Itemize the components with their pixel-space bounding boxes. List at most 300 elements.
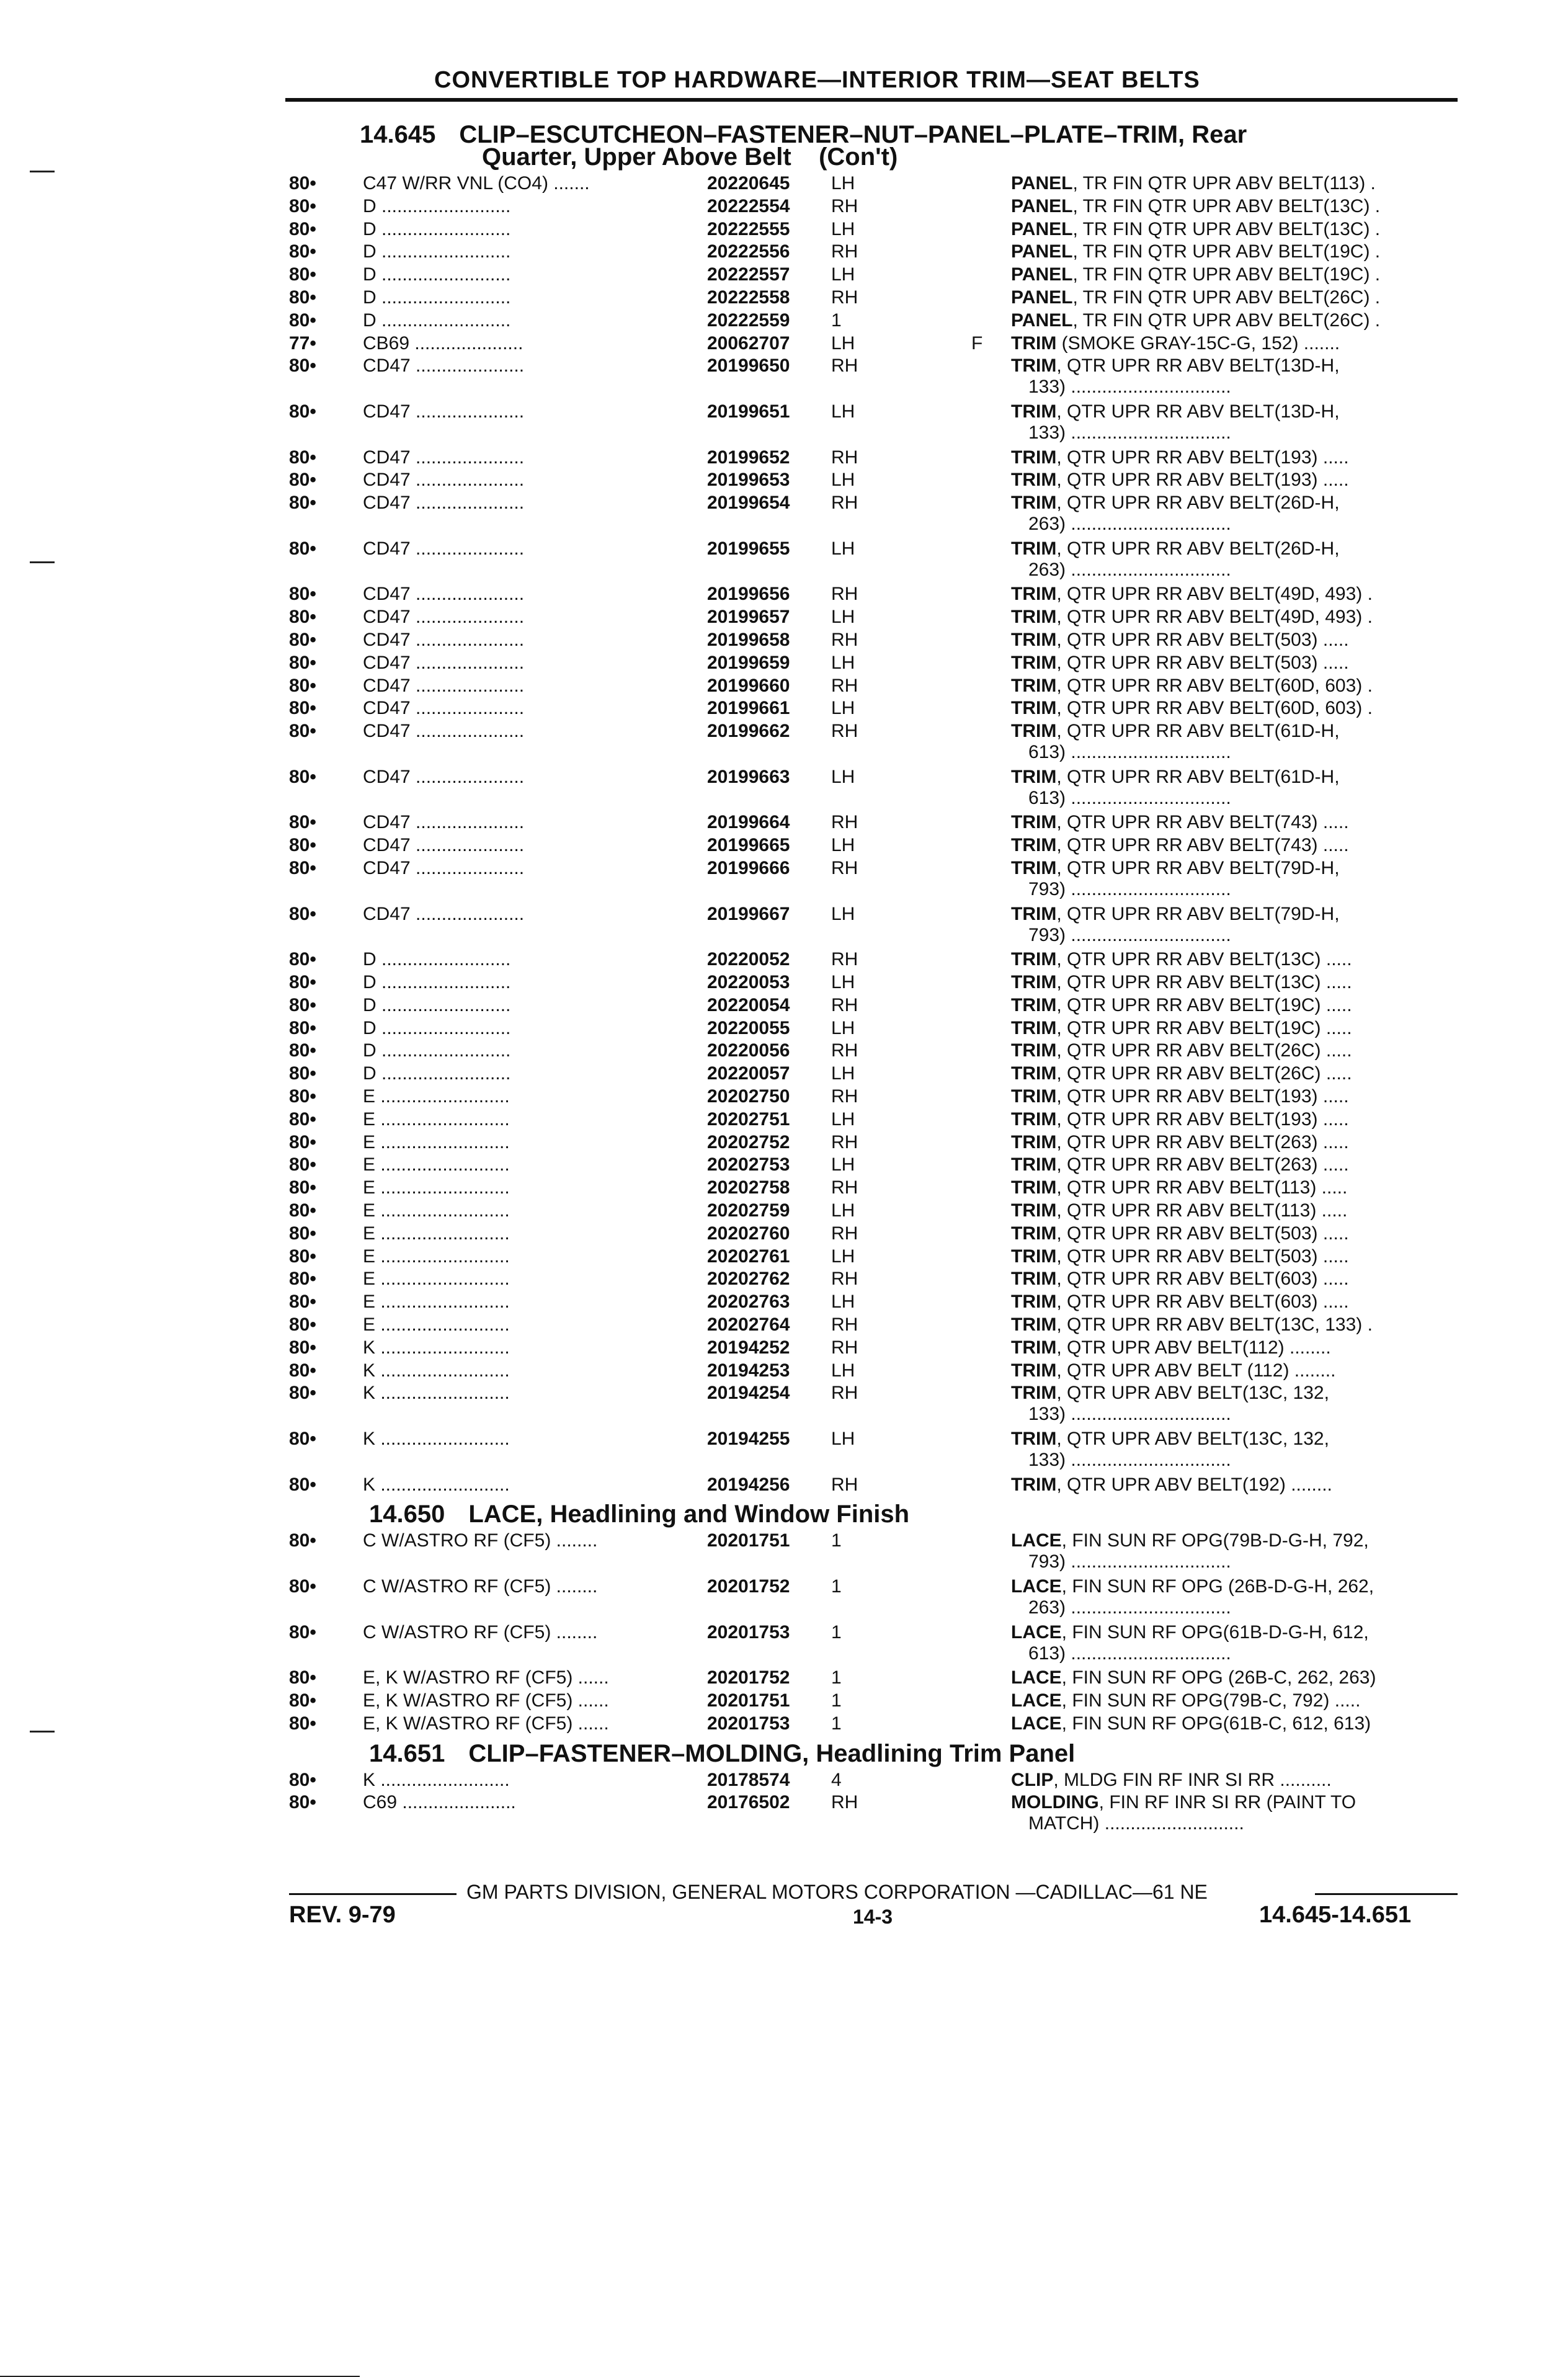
description <box>1011 1246 1464 1267</box>
body-code: E ......................... <box>363 1291 510 1313</box>
part-number: 20220057 <box>707 1063 790 1084</box>
model-year: 80• <box>289 1337 316 1358</box>
quantity: 1 <box>831 1530 842 1551</box>
footer-rule-left <box>289 1893 457 1895</box>
table-row <box>0 676 1568 697</box>
table-row <box>0 1667 1568 1688</box>
description-line <box>1011 1667 1464 1688</box>
model-year: 80• <box>289 994 316 1015</box>
description-continuation: 263) ............................... <box>1028 514 1231 535</box>
body-code: CD47 ..................... <box>363 538 525 559</box>
table-row <box>0 584 1568 605</box>
body-code: K ......................... <box>363 1360 510 1381</box>
description-keyword: TRIM <box>1011 1131 1057 1153</box>
description-keyword: TRIM <box>1011 903 1057 924</box>
description-text: , QTR UPR RR ABV BELT(263) ..... <box>1056 1131 1349 1153</box>
body-code: D ......................... <box>363 195 511 216</box>
model-year: 80• <box>289 1246 316 1267</box>
part-number: 20202764 <box>707 1314 790 1335</box>
table-row <box>0 1040 1568 1061</box>
table-row <box>0 493 1568 535</box>
quantity: 1 <box>831 310 842 331</box>
table-row <box>0 1770 1568 1791</box>
table-row <box>0 264 1568 285</box>
description-line <box>1011 676 1464 697</box>
model-year: 80• <box>289 195 316 216</box>
description-text: , TR FIN QTR UPR ABV BELT(113) . <box>1072 173 1376 194</box>
table-row <box>0 310 1568 331</box>
part-number: 20222555 <box>707 218 790 239</box>
description-text: , QTR UPR RR ABV BELT(503) ..... <box>1056 1223 1349 1244</box>
description <box>1011 355 1464 398</box>
description-continuation: 793) ............................... <box>1028 924 1231 945</box>
part-number: 20220054 <box>707 994 790 1015</box>
description <box>1011 1086 1464 1107</box>
description-line <box>1011 1109 1464 1130</box>
model-year: 80• <box>289 355 316 377</box>
quantity: 4 <box>831 1769 842 1790</box>
table-row <box>0 1269 1568 1290</box>
body-code: CD47 ..................... <box>363 698 525 719</box>
quantity: LH <box>831 652 855 673</box>
description-line <box>1011 241 1464 262</box>
description-line <box>1011 1690 1464 1711</box>
table-row <box>0 1383 1568 1425</box>
model-year: 80• <box>289 538 316 559</box>
description-text: , QTR UPR ABV BELT(13C, 132, <box>1056 1429 1329 1449</box>
description-line <box>1011 1086 1464 1107</box>
description-keyword: TRIM <box>1011 1200 1057 1221</box>
description-line <box>1011 538 1464 560</box>
model-year: 80• <box>289 607 316 628</box>
description <box>1011 1429 1464 1471</box>
quantity: RH <box>831 812 858 833</box>
description-keyword: TRIM <box>1011 835 1057 856</box>
model-year: 80• <box>289 1177 316 1198</box>
description-continuation: 613) ............................... <box>1028 1643 1231 1664</box>
description <box>1011 1530 1464 1572</box>
description-text: , TR FIN QTR UPR ABV BELT(13C) . <box>1072 195 1381 216</box>
body-code: E ......................... <box>363 1154 510 1175</box>
description-text: , QTR UPR RR ABV BELT(19C) ..... <box>1056 1017 1352 1038</box>
description-text: , QTR UPR RR ABV BELT(19C) ..... <box>1056 994 1352 1015</box>
table-row <box>0 1109 1568 1130</box>
description-line <box>1011 630 1464 651</box>
description-keyword: TRIM <box>1011 1017 1057 1038</box>
section-number: 14.645 <box>360 121 436 148</box>
part-number: 20194252 <box>707 1337 790 1358</box>
description-keyword: LACE <box>1011 1530 1062 1551</box>
body-code: K ......................... <box>363 1383 510 1404</box>
model-year: 80• <box>289 1576 316 1597</box>
description-keyword: CLIP <box>1011 1769 1054 1790</box>
description-keyword: LACE <box>1011 1690 1062 1711</box>
table-row <box>0 1530 1568 1572</box>
part-number: 20220055 <box>707 1017 790 1038</box>
margin-mark <box>30 171 55 172</box>
description-line <box>1011 1177 1464 1198</box>
page-number: 14-3 <box>853 1906 893 1928</box>
quantity: LH <box>831 766 855 787</box>
model-year: 80• <box>289 1086 316 1107</box>
body-code: D ......................... <box>363 264 511 285</box>
description-line <box>1011 1154 1464 1175</box>
description-line <box>1011 1337 1464 1358</box>
quantity: RH <box>831 195 858 216</box>
description <box>1011 470 1464 491</box>
part-number: 20202761 <box>707 1246 790 1267</box>
description-text: , QTR UPR RR ABV BELT(13D-H, <box>1056 355 1340 377</box>
description-text: , QTR UPR RR ABV BELT(61D-H, <box>1056 766 1340 787</box>
description-text: , QTR UPR RR ABV BELT(603) ..... <box>1056 1269 1349 1290</box>
description <box>1011 607 1464 628</box>
description-continuation: 613) ............................... <box>1028 787 1231 808</box>
description-keyword: LACE <box>1011 1621 1062 1643</box>
description-continuation: 263) ............................... <box>1028 1597 1231 1618</box>
body-code: E, K W/ASTRO RF (CF5) ...... <box>363 1713 609 1734</box>
model-year: 80• <box>289 1108 316 1130</box>
model-year: 80• <box>289 218 316 239</box>
part-number: 20199663 <box>707 766 790 787</box>
model-year: 80• <box>289 1200 316 1221</box>
description-line <box>1011 1246 1464 1267</box>
body-code: E, K W/ASTRO RF (CF5) ...... <box>363 1690 609 1711</box>
description-line <box>1011 995 1464 1016</box>
part-number: 20199651 <box>707 401 790 422</box>
description-text: , TR FIN QTR UPR ABV BELT(26C) . <box>1072 310 1381 331</box>
description-line <box>1011 1360 1464 1381</box>
description-continuation: 793) ............................... <box>1028 879 1231 899</box>
part-number: 20199667 <box>707 903 790 924</box>
model-year: 80• <box>289 858 316 878</box>
description-text: , QTR UPR RR ABV BELT(13D-H, <box>1056 401 1340 422</box>
quantity: RH <box>831 994 858 1015</box>
table-row <box>0 858 1568 899</box>
quantity: RH <box>831 1792 858 1813</box>
margin-mark <box>30 561 55 563</box>
description <box>1011 1713 1464 1734</box>
description <box>1011 949 1464 970</box>
quantity: LH <box>831 1154 855 1175</box>
body-code: CD47 ..................... <box>363 812 525 833</box>
quantity: RH <box>831 675 858 696</box>
model-year: 80• <box>289 949 316 970</box>
model-year: 80• <box>289 173 316 194</box>
description-keyword: LACE <box>1011 1713 1062 1734</box>
quantity: 1 <box>831 1690 842 1711</box>
section-title: CLIP–FASTENER–MOLDING, Headlining Trim Panel <box>468 1739 1076 1767</box>
description <box>1011 1622 1464 1664</box>
description <box>1011 584 1464 605</box>
model-year: 80• <box>289 1131 316 1153</box>
model-year: 80• <box>289 1769 316 1790</box>
description-text: , FIN SUN RF OPG(61B-D-G-H, 612, <box>1061 1621 1369 1643</box>
body-code: K ......................... <box>363 1474 510 1495</box>
description-text: , QTR UPR ABV BELT(13C, 132, <box>1056 1383 1329 1404</box>
description-line <box>1011 1429 1464 1450</box>
quantity: RH <box>831 630 858 650</box>
description-line <box>1011 1291 1464 1313</box>
description-line <box>1011 1063 1464 1084</box>
table-row <box>0 653 1568 674</box>
description-keyword: TRIM <box>1011 332 1057 354</box>
table-row <box>0 1086 1568 1107</box>
description-keyword: PANEL <box>1011 264 1073 285</box>
table-row <box>0 903 1568 945</box>
part-number: 20220052 <box>707 949 790 970</box>
header-rule <box>285 98 1458 102</box>
section-subtitle: Quarter, Upper Above Belt (Con't) <box>482 143 898 171</box>
description <box>1011 1200 1464 1221</box>
table-row <box>0 1360 1568 1381</box>
description-keyword: TRIM <box>1011 1177 1057 1198</box>
part-number: 20194253 <box>707 1360 790 1381</box>
model-year: 80• <box>289 721 316 742</box>
table-row <box>0 447 1568 468</box>
table-row <box>0 607 1568 628</box>
quantity: RH <box>831 1269 858 1290</box>
part-number: 20222554 <box>707 195 790 216</box>
description-continuation: 133) ............................... <box>1028 1404 1231 1425</box>
quantity: LH <box>831 173 855 194</box>
description-text: , QTR UPR RR ABV BELT(49D, 493) . <box>1056 607 1373 628</box>
part-number: 20202763 <box>707 1291 790 1313</box>
description <box>1011 241 1464 262</box>
part-number: 20220645 <box>707 173 790 194</box>
section-title: CLIP–ESCUTCHEON–FASTENER–NUT–PANEL–PLATE–TRIM, Rear <box>459 121 1247 148</box>
model-year: 80• <box>289 835 316 856</box>
description-keyword: MOLDING <box>1011 1792 1099 1813</box>
description-continuation: 793) ............................... <box>1028 1551 1231 1572</box>
section-number: 14.651 <box>369 1739 445 1767</box>
table-row <box>0 1291 1568 1313</box>
description-text: , QTR UPR RR ABV BELT(49D, 493) . <box>1056 584 1373 605</box>
model-year: 80• <box>289 1429 316 1449</box>
description-line <box>1011 401 1464 422</box>
description-keyword: TRIM <box>1011 994 1057 1015</box>
quantity: LH <box>831 401 855 422</box>
description-text: (SMOKE GRAY-15C-G, 152) ....... <box>1056 332 1340 354</box>
model-year: 80• <box>289 264 316 285</box>
quantity: LH <box>831 218 855 239</box>
description-line <box>1011 1314 1464 1336</box>
body-code: K ......................... <box>363 1769 510 1790</box>
table-row <box>0 401 1568 443</box>
quantity: RH <box>831 1040 858 1061</box>
body-code: CD47 ..................... <box>363 584 525 605</box>
description-text: , QTR UPR ABV BELT (112) ........ <box>1056 1360 1336 1381</box>
quantity: 1 <box>831 1667 842 1688</box>
description-keyword: TRIM <box>1011 447 1057 468</box>
description-text: , QTR UPR RR ABV BELT(603) ..... <box>1056 1291 1349 1313</box>
part-number: 20062707 <box>707 332 790 354</box>
table-row <box>0 1246 1568 1267</box>
quantity: LH <box>831 264 855 285</box>
description-line <box>1011 1040 1464 1061</box>
model-year: 80• <box>289 1269 316 1290</box>
description-keyword: PANEL <box>1011 310 1073 331</box>
part-number: 20222559 <box>707 310 790 331</box>
description-text: , FIN RF INR SI RR (PAINT TO <box>1098 1792 1356 1813</box>
part-number: 20199657 <box>707 607 790 628</box>
description-keyword: TRIM <box>1011 766 1057 787</box>
description <box>1011 721 1464 763</box>
description-text: , QTR UPR RR ABV BELT(13C) ..... <box>1056 972 1352 992</box>
description-keyword: PANEL <box>1011 195 1073 216</box>
part-number: 20199662 <box>707 721 790 742</box>
part-number: 20202751 <box>707 1108 790 1130</box>
part-number: 20194256 <box>707 1474 790 1495</box>
description <box>1011 1063 1464 1084</box>
description-keyword: LACE <box>1011 1576 1062 1597</box>
model-year: 80• <box>289 1040 316 1061</box>
quantity: RH <box>831 493 858 514</box>
table-row <box>0 1713 1568 1734</box>
quantity: LH <box>831 835 855 856</box>
description-keyword: TRIM <box>1011 630 1057 650</box>
description <box>1011 1040 1464 1061</box>
description <box>1011 1269 1464 1290</box>
body-code: CD47 ..................... <box>363 652 525 673</box>
description <box>1011 812 1464 833</box>
description-keyword: TRIM <box>1011 1314 1057 1335</box>
body-code: C W/ASTRO RF (CF5) ........ <box>363 1621 598 1643</box>
quantity: RH <box>831 584 858 605</box>
description <box>1011 447 1464 468</box>
body-code: D ......................... <box>363 1040 511 1061</box>
description <box>1011 1223 1464 1244</box>
description <box>1011 493 1464 535</box>
description-continuation: 263) ............................... <box>1028 559 1231 580</box>
quantity: LH <box>831 698 855 719</box>
table-row <box>0 1576 1568 1618</box>
model-year: 80• <box>289 310 316 331</box>
body-code: E ......................... <box>363 1314 510 1335</box>
model-year: 80• <box>289 1474 316 1495</box>
description <box>1011 1018 1464 1039</box>
quantity: LH <box>831 332 855 354</box>
part-number: 20199656 <box>707 584 790 605</box>
table-row <box>0 355 1568 398</box>
description-line <box>1011 1530 1464 1551</box>
description-line <box>1011 835 1464 856</box>
section-number: 14.650 <box>369 1501 445 1528</box>
quantity: RH <box>831 447 858 468</box>
description-keyword: TRIM <box>1011 1429 1057 1449</box>
description-keyword: TRIM <box>1011 1246 1057 1267</box>
description <box>1011 767 1464 809</box>
model-year: 80• <box>289 493 316 514</box>
table-row <box>0 287 1568 308</box>
description-line <box>1011 721 1464 742</box>
body-code: C W/ASTRO RF (CF5) ........ <box>363 1576 598 1597</box>
table-row <box>0 698 1568 719</box>
flag: F <box>971 332 983 354</box>
quantity: RH <box>831 949 858 970</box>
body-code: E ......................... <box>363 1223 510 1244</box>
table-row <box>0 1690 1568 1711</box>
description-text: , QTR UPR RR ABV BELT(193) ..... <box>1056 1108 1349 1130</box>
model-year: 80• <box>289 1223 316 1244</box>
part-number: 20199658 <box>707 630 790 650</box>
table-row <box>0 766 1568 808</box>
description-line <box>1011 584 1464 605</box>
model-year: 80• <box>289 401 316 422</box>
body-code: E ......................... <box>363 1131 510 1153</box>
description <box>1011 630 1464 651</box>
quantity: LH <box>831 538 855 559</box>
description-keyword: TRIM <box>1011 584 1057 605</box>
description-text: , QTR UPR RR ABV BELT(26D-H, <box>1056 493 1340 514</box>
part-number: 20199659 <box>707 652 790 673</box>
description-keyword: LACE <box>1011 1667 1062 1688</box>
body-code: CD47 ..................... <box>363 675 525 696</box>
body-code: CD47 ..................... <box>363 447 525 468</box>
description <box>1011 1154 1464 1175</box>
part-number: 20194254 <box>707 1383 790 1404</box>
description <box>1011 972 1464 993</box>
description-text: , QTR UPR RR ABV BELT(26C) ..... <box>1056 1040 1352 1061</box>
description-line <box>1011 470 1464 491</box>
description <box>1011 858 1464 900</box>
description-text: , QTR UPR RR ABV BELT(503) ..... <box>1056 652 1349 673</box>
model-year: 80• <box>289 1314 316 1335</box>
body-code: C47 W/RR VNL (CO4) ....... <box>363 173 590 194</box>
description-keyword: TRIM <box>1011 858 1057 878</box>
description-keyword: TRIM <box>1011 652 1057 673</box>
description <box>1011 1291 1464 1313</box>
quantity: LH <box>831 470 855 491</box>
body-code: E ......................... <box>363 1269 510 1290</box>
model-year: 80• <box>289 241 316 262</box>
model-year: 80• <box>289 1360 316 1381</box>
part-number: 20201751 <box>707 1530 790 1551</box>
body-code: E ......................... <box>363 1177 510 1198</box>
part-number: 20199661 <box>707 698 790 719</box>
description-line <box>1011 493 1464 514</box>
table-row <box>0 995 1568 1016</box>
description-text: , TR FIN QTR UPR ABV BELT(13C) . <box>1072 218 1381 239</box>
description-text: , QTR UPR RR ABV BELT(61D-H, <box>1056 721 1340 742</box>
description-keyword: TRIM <box>1011 538 1057 559</box>
body-code: D ......................... <box>363 218 511 239</box>
description <box>1011 653 1464 674</box>
revision: REV. 9-79 <box>289 1902 396 1928</box>
part-number: 20201752 <box>707 1576 790 1597</box>
body-code: E ......................... <box>363 1108 510 1130</box>
model-year: 80• <box>289 972 316 992</box>
description <box>1011 904 1464 946</box>
description-line <box>1011 219 1464 240</box>
description <box>1011 1792 1464 1834</box>
description-line <box>1011 1269 1464 1290</box>
description-text: , TR FIN QTR UPR ABV BELT(19C) . <box>1072 264 1381 285</box>
model-year: 80• <box>289 1383 316 1404</box>
description-keyword: TRIM <box>1011 1360 1057 1381</box>
quantity: LH <box>831 903 855 924</box>
model-year: 80• <box>289 1621 316 1643</box>
description-keyword: TRIM <box>1011 470 1057 491</box>
description <box>1011 264 1464 285</box>
description-continuation: 133) ............................... <box>1028 377 1231 398</box>
model-year: 77• <box>289 332 316 354</box>
table-row <box>0 630 1568 651</box>
description-line <box>1011 1132 1464 1153</box>
description <box>1011 676 1464 697</box>
description <box>1011 995 1464 1016</box>
description-text: , QTR UPR RR ABV BELT(60D, 603) . <box>1056 698 1373 719</box>
table-row <box>0 1018 1568 1039</box>
